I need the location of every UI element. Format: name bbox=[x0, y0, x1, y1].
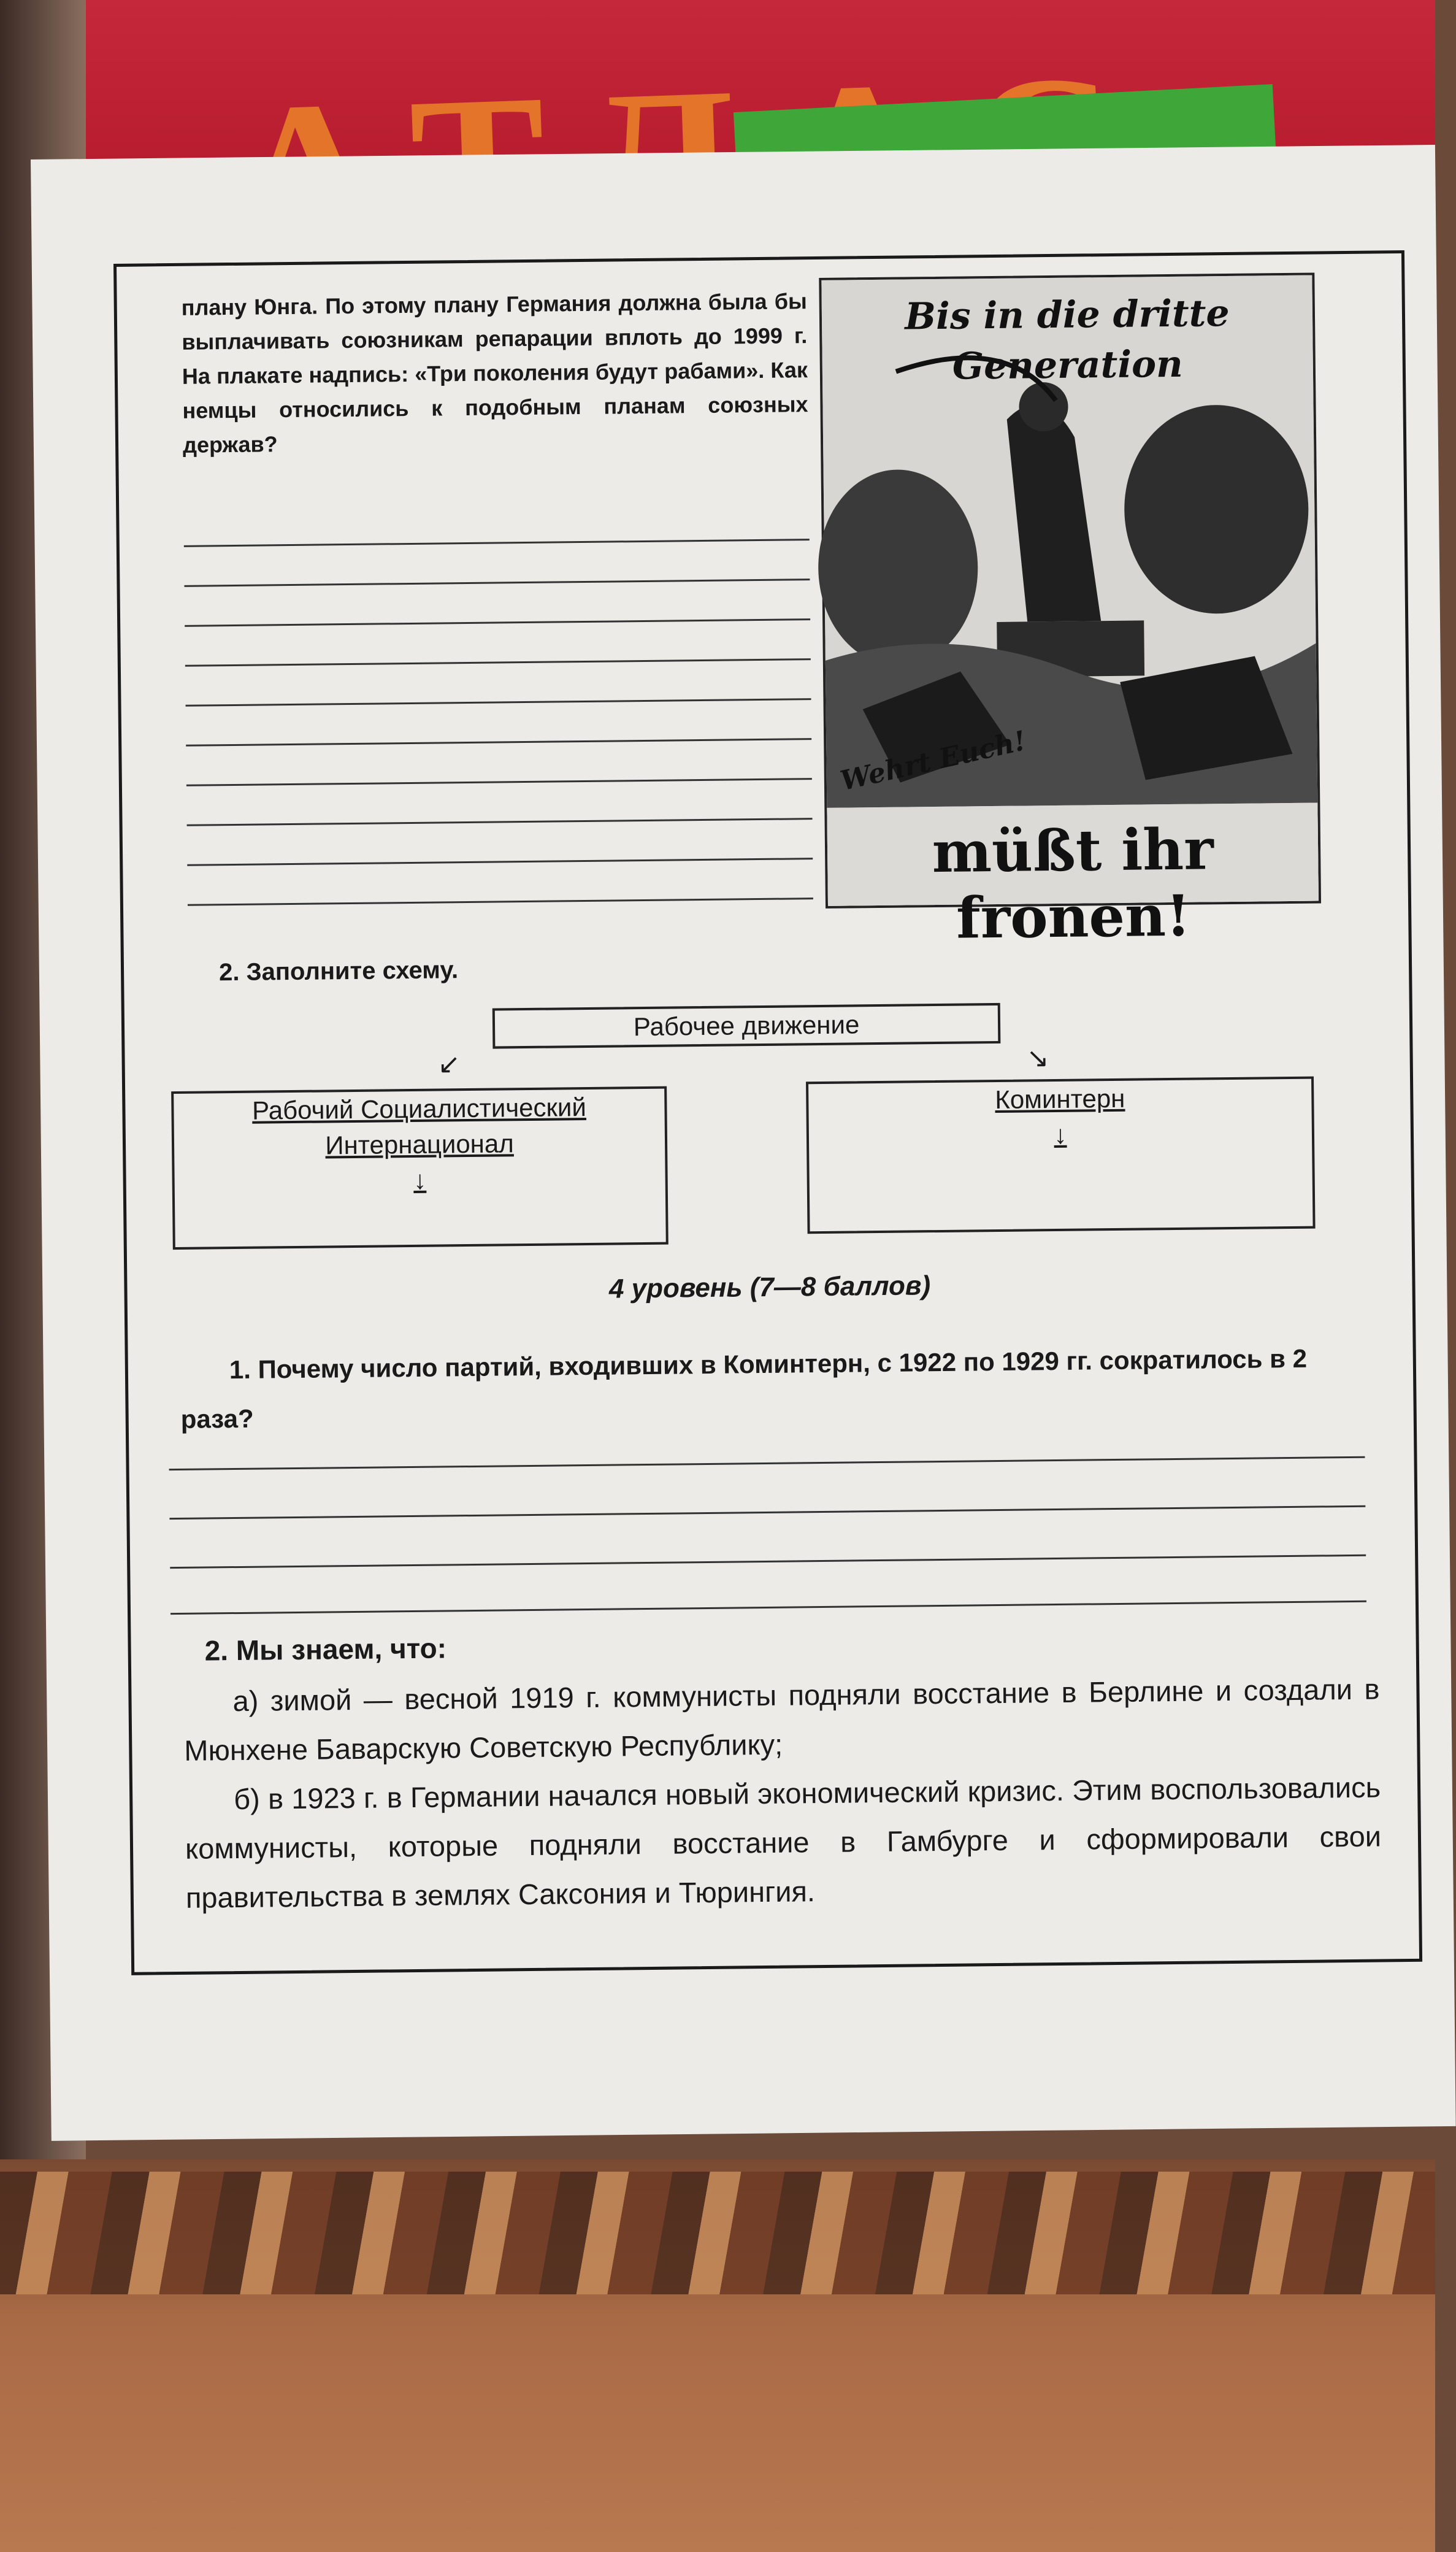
answer-line[interactable] bbox=[187, 818, 813, 826]
question1-text: 1. Почему число партий, входивших в Коминтерн, с 1922 по 1929 гг. сократилось в 2 раза? bbox=[180, 1343, 1308, 1434]
poster-bottom-text: müßt ihr fronen! bbox=[932, 816, 1214, 951]
answer-line[interactable] bbox=[186, 698, 811, 707]
question2-heading: 2. Мы знаем, что: bbox=[204, 1632, 447, 1667]
task2-heading: 2. Заполните схему. bbox=[218, 956, 459, 986]
answer-line[interactable] bbox=[184, 578, 810, 587]
question2-facts bbox=[183, 1665, 1382, 1923]
scheme-left-label: Рабочий Социалистический Интернационал bbox=[251, 1093, 587, 1160]
poster-middle-text: Wehrt Euch! bbox=[837, 725, 1029, 798]
arrow-down-icon: ↓ bbox=[1054, 1120, 1067, 1150]
answer-line[interactable] bbox=[188, 897, 813, 906]
answer-line[interactable] bbox=[185, 618, 810, 627]
worksheet-frame bbox=[113, 250, 1422, 1975]
answer-line[interactable] bbox=[169, 1505, 1365, 1520]
answer-line[interactable] bbox=[184, 539, 810, 547]
arrow-down-left-icon: ↙ bbox=[437, 1049, 461, 1080]
arrow-down-right-icon: ↘ bbox=[1026, 1043, 1049, 1074]
answer-line[interactable] bbox=[170, 1555, 1366, 1569]
scheme-left-box[interactable] bbox=[171, 1086, 669, 1250]
answer-line[interactable] bbox=[186, 738, 811, 747]
propaganda-poster bbox=[819, 272, 1321, 951]
answer-line[interactable] bbox=[171, 1601, 1366, 1615]
scheme-root-label: Рабочее движение bbox=[633, 1010, 860, 1042]
answer-line[interactable] bbox=[187, 858, 813, 866]
answer-line[interactable] bbox=[186, 778, 812, 786]
level-heading: 4 уровень (7—8 баллов) bbox=[608, 1270, 931, 1304]
intro-text: плану Юнга. По этому плану Германия должна была бы выплачивать союзникам репарации вплоть до 1999 г. На плакате надпись: «Три поколения будут рабами». Как немцы относились к подобным планам союзных держав? bbox=[181, 288, 808, 458]
poster-top-text: Bis in die dritte Generation bbox=[904, 291, 1230, 388]
answer-line[interactable] bbox=[169, 1456, 1365, 1470]
patterned-cloth bbox=[0, 2172, 1435, 2294]
scheme-root-box bbox=[492, 1003, 1001, 1049]
fact-b: б) в 1923 г. в Германии начался новый экономический кризис. Этим воспользовались коммунисты, которые подняли восстание в Гамбурге и сформировали свои правительства в землях Саксония и Тюрингия. bbox=[185, 1770, 1382, 1914]
fact-a: а) зимой — весной 1919 г. коммунисты подняли восстание в Берлине и создали в Мюнхене Баварскую Советскую Республику; bbox=[184, 1672, 1380, 1767]
answer-line[interactable] bbox=[185, 658, 811, 667]
arrow-down-icon: ↓ bbox=[413, 1165, 427, 1194]
scheme-right-label: Коминтерн bbox=[995, 1083, 1125, 1115]
scheme-right-box[interactable] bbox=[806, 1077, 1316, 1234]
